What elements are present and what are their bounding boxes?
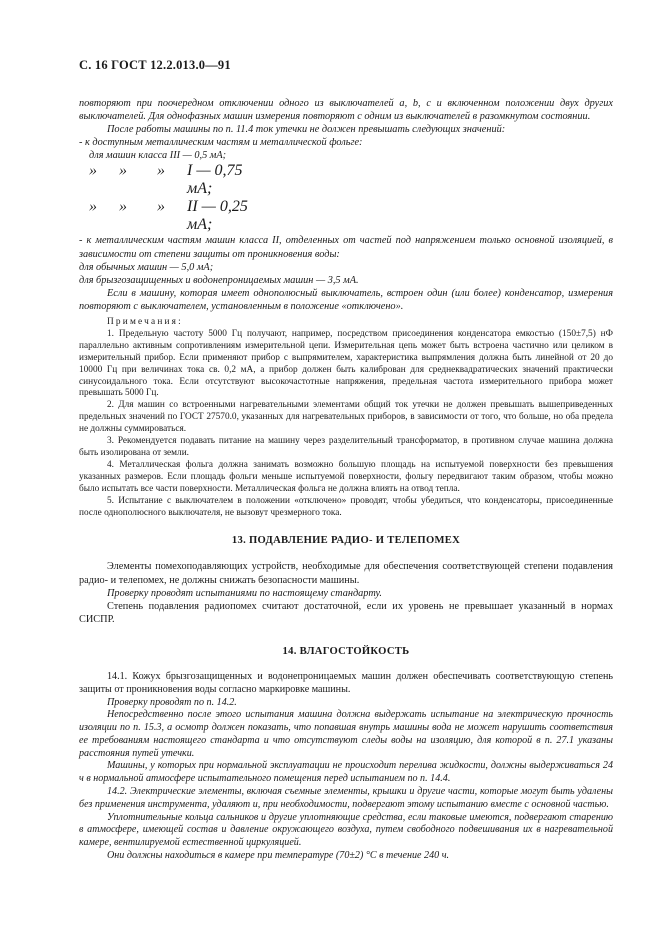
notes-title: Примечания: [107,317,183,328]
note-item: 2. Для машин со встроенными нагревательными элементами общий ток утечки не должен превышать вышеприведенных предельных значений по ГОСТ 27570.0, указанных для нагревательных приборов, в зависимости от того, что больше, но оба предела не должны суммироваться. [79,400,613,435]
list-item: для машин класса III — 0,5 мА; [89,150,227,162]
paragraph: Элементы помехоподавляющих устройств, необходимые для обеспечения соответствующей степени подавления радио- и телепомех, не должны снижать безопасности машины. [79,561,613,586]
ditto-mark: » [89,198,97,216]
paragraph: Степень подавления радиопомех считают достаточной, если их уровень не превышает указанный в нормах СИСПР. [79,600,613,625]
section-title: 13. ПОДАВЛЕНИЕ РАДИО- И ТЕЛЕПОМЕХ [231,535,461,547]
list-item: для обычных машин — 5,0 мА; [79,261,214,273]
paragraph: Проверку проводят испытаниями по настоящему стандарту. [107,587,382,599]
ditto-value: I — 0,75 мА; [187,162,243,198]
ditto-mark: » [157,162,165,180]
paragraph: 14.2. Электрические элементы, включая съемные элементы, крышки и другие части, которые могут быть удалены без применения инструмента, удаляют и, при необходимости, подвергают этому испытанию вместе с основной частью. [79,786,613,810]
list-item: для брызгозащищенных и водонепроницаемых машин — 3,5 мА. [79,274,359,286]
paragraph: Уплотнительные кольца сальников и другие уплотняющие средства, если таковые имеются, подвергают старению в атмосфере, имеющей состав и давление окружающего воздуха, путем свободного подвешивания их в нагревательной камере, вентилируемой естественной циркуляцией. [79,811,613,849]
note-item: 4. Металлическая фольга должна занимать возможно большую площадь на испытуемой поверхности без превышения указанных размеров. Если площадь фольги меньше испытуемой поверхности, фольгу передвигают таким образом, чтобы можно было испытать все части поверхности. Металлическая фольга не должна влиять на отвод тепла. [79,459,613,494]
paragraph: Проверку проводят по п. 14.2. [107,696,237,708]
ditto-mark: » [157,198,165,216]
ditto-mark: » [119,198,127,216]
main-text [79,97,613,313]
section-title: 14. ВЛАГОСТОЙКОСТЬ [282,645,410,657]
paragraph: повторяют при поочередном отключении одного из выключателей a, b, c и включенном положении двух других выключателей. Для однофазных машин измерения повторяют с одним из выключателей в разомкнутом состоянии. [79,98,613,123]
ditto-value: II — 0,25 мА; [187,198,248,234]
paragraph: Машины, у которых при нормальной эксплуатации не происходит перелива жидкости, должны выдерживаться 24 ч в нормальной атмосфере испытательного помещения перед испытанием по п. 14.4. [79,760,613,785]
note-item: 1. Предельную частоту 5000 Гц получают, например, посредством присоединения конденсатора емкостью (150±7,5) нФ параллельно активным сопротивлениям измерительной цепи. Измерительная цепь может быть встроена частично или целиком в измерительный прибор. Если применяют прибор с выпрямителем, характеристика выпрямления должна быть линейной от 20 до 10000 Гц при величинах тока св. 0,2 мА, а прибор должен быть калиброван для среднеквадратических значений практически синусоидального тока. Если отсутствуют высокочастотные напряжения, предельная частота измерительного прибора может превышать 5000 Гц. [79,328,613,399]
paragraph: После работы машины по п. 11.4 ток утечки не должен превышать следующих значений: [107,124,506,136]
note-item: 5. Испытание с выключателем в положении «отключено» проводят, чтобы убедиться, что конденсаторы, присоединенные после однополюсного выключателя, не вызовут чрезмерного тока. [79,495,613,518]
page-header: С. 16 ГОСТ 12.2.013.0—91 [79,58,231,72]
list-item: - к металлическим частям машин класса II, отделенных от частей под напряжением только основной изоляцией, в зависимости от степени защиты от проникновения воды: [79,235,613,260]
list-item: - к доступным металлическим частям и металлической фольге: [79,137,363,149]
section-14 [79,646,613,863]
document-page [79,58,613,863]
ditto-mark: » [119,162,127,180]
paragraph: 14.1. Кожух брызгозащищенных и водонепроницаемых машин должен обеспечивать соответствующую степень защиты от проникновения воды согласно маркировке машины. [79,670,613,695]
ditto-mark: » [89,162,97,180]
section-13 [79,535,613,625]
note-item: 3. Рекомендуется подавать питание на машину через разделительный трансформатор, в противном случае машина должна быть изолирована от земли. [79,436,613,458]
paragraph: Они должны находиться в камере при температуре (70±2) °С в течение 240 ч. [107,850,450,862]
paragraph: Если в машину, которая имеет однополюсный выключатель, встроен один (или более) конденсатор, измерения повторяют с выключателем, установленным в положение «отключено». [79,287,613,312]
ditto-row [79,198,613,234]
notes-block [79,317,613,519]
paragraph: Непосредственно после этого испытания машина должна выдержать испытание на электрическую прочность изоляции по п. 15.3, а осмотр должен показать, что попавшая внутрь машины вода не может нарушить соответствия ее требованиям настоящего стандарта и что отсутствуют следы воды на изоляцию, для которой в п. 27.1 указаны расстояния путей утечки. [79,709,613,759]
ditto-row [79,162,613,198]
